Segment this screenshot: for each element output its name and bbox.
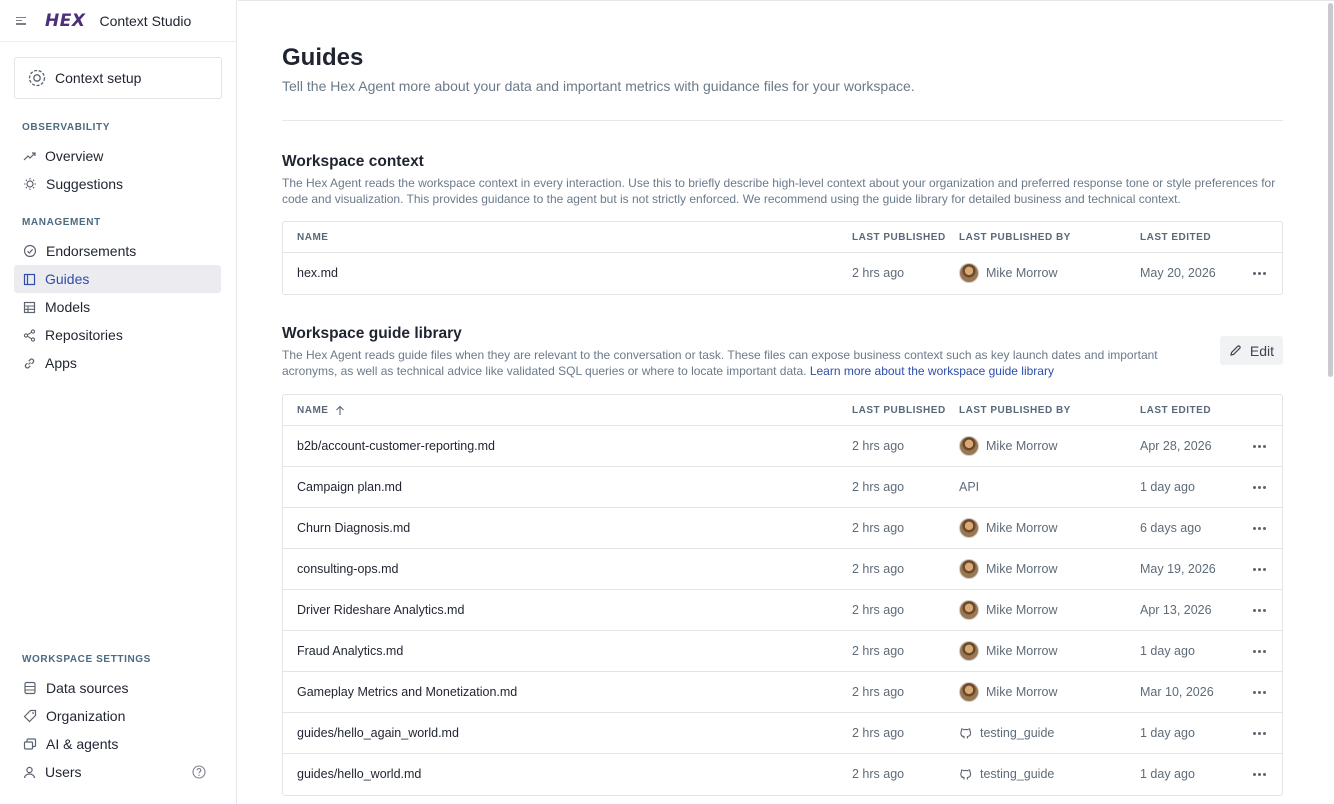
last-published: 2 hrs ago xyxy=(852,266,905,280)
main-content xyxy=(238,0,1334,804)
last-edited: May 19, 2026 xyxy=(1140,562,1216,576)
database-icon xyxy=(23,681,37,695)
column-header-last-published-by[interactable]: LAST PUBLISHED BY xyxy=(959,404,1071,416)
table-row[interactable] xyxy=(283,549,1282,590)
tag-icon xyxy=(23,709,37,723)
avatar xyxy=(959,641,979,661)
arrow-up-icon xyxy=(335,405,345,416)
sidebar-item-label: Overview xyxy=(45,148,104,164)
published-by-name: testing_guide xyxy=(980,726,1055,740)
published-by-name: testing_guide xyxy=(980,767,1055,781)
file-name[interactable]: b2b/account-customer-reporting.md xyxy=(297,439,496,453)
published-by xyxy=(959,508,1058,548)
guide-library-title: Workspace guide library xyxy=(282,325,462,342)
column-header-name[interactable] xyxy=(297,405,345,416)
more-options-icon[interactable] xyxy=(1253,253,1266,293)
scrollbar[interactable] xyxy=(1326,1,1334,804)
section-label-observability: OBSERVABILITY xyxy=(22,122,110,133)
published-by-name: Mike Morrow xyxy=(986,603,1058,617)
published-by-name: Mike Morrow xyxy=(986,685,1058,699)
published-by xyxy=(959,253,1058,293)
file-name[interactable]: guides/hello_world.md xyxy=(297,767,422,781)
section-label-management: MANAGEMENT xyxy=(22,217,101,228)
table-header xyxy=(283,222,1282,253)
table-row[interactable] xyxy=(283,754,1282,795)
column-header-name[interactable]: NAME xyxy=(297,231,329,243)
divider xyxy=(282,120,1283,121)
link-icon xyxy=(23,357,36,370)
table-row[interactable] xyxy=(283,467,1282,508)
workspace-context-description: The Hex Agent reads the workspace context in every interaction. Use this to briefly describe high-level context about your organization and preferred response tone or style preferences for code and visualization. This provides guidance to the agent but is not strictly enforced. We recommend using the guide library for detailed business and technical context. xyxy=(282,176,1276,206)
column-header-name-label: NAME xyxy=(297,404,329,416)
file-name[interactable]: Churn Diagnosis.md xyxy=(297,521,411,535)
sidebar xyxy=(0,0,237,804)
column-header-last-edited[interactable]: LAST EDITED xyxy=(1140,231,1212,243)
workspace-context-title: Workspace context xyxy=(282,153,424,170)
check-badge-icon xyxy=(23,244,37,258)
table-icon xyxy=(23,301,36,314)
table-row[interactable] xyxy=(283,253,1282,294)
edit-button[interactable] xyxy=(1220,336,1283,365)
sidebar-item-label: Models xyxy=(45,299,91,315)
table-row[interactable] xyxy=(283,631,1282,672)
page-subtitle: Tell the Hex Agent more about your data and important metrics with guidance files for your workspace. xyxy=(282,78,915,94)
sidebar-item-label: Organization xyxy=(46,708,126,724)
published-by xyxy=(959,590,1058,630)
guide-rows xyxy=(283,426,1282,795)
last-edited: Apr 13, 2026 xyxy=(1140,603,1212,617)
more-options-icon[interactable] xyxy=(1253,508,1266,548)
published-by xyxy=(959,467,979,507)
published-by-name: Mike Morrow xyxy=(986,521,1058,535)
published-by xyxy=(959,426,1058,466)
lightbulb-icon xyxy=(23,177,37,191)
sidebar-item-label: Data sources xyxy=(46,680,129,696)
last-published: 2 hrs ago xyxy=(852,521,905,535)
branch-icon xyxy=(23,329,36,342)
stack-icon xyxy=(23,737,37,751)
avatar xyxy=(959,682,979,702)
edit-label: Edit xyxy=(1249,342,1274,359)
last-edited: 1 day ago xyxy=(1140,480,1195,494)
published-by-name: Mike Morrow xyxy=(986,644,1058,658)
column-header-last-published[interactable]: LAST PUBLISHED xyxy=(852,231,946,243)
sidebar-item-apps[interactable] xyxy=(14,349,221,377)
file-name[interactable]: Driver Rideshare Analytics.md xyxy=(297,603,465,617)
sidebar-item-label: Guides xyxy=(45,271,90,287)
github-icon xyxy=(959,726,973,740)
sidebar-item-label: Endorsements xyxy=(46,243,137,259)
published-by xyxy=(959,631,1058,671)
more-options-icon[interactable] xyxy=(1253,549,1266,589)
last-edited: 1 day ago xyxy=(1140,726,1195,740)
table-row[interactable] xyxy=(283,426,1282,467)
section-label-workspace-settings: WORKSPACE SETTINGS xyxy=(22,654,151,665)
avatar xyxy=(959,263,979,283)
book-icon xyxy=(23,273,36,286)
guide-library-description xyxy=(282,348,1172,379)
column-header-last-edited[interactable]: LAST EDITED xyxy=(1140,404,1212,416)
more-options-icon[interactable] xyxy=(1253,631,1266,671)
help-icon[interactable] xyxy=(192,765,206,779)
sidebar-item-users[interactable] xyxy=(14,758,221,786)
file-name[interactable]: Campaign plan.md xyxy=(297,480,402,494)
scrollbar-thumb[interactable] xyxy=(1328,3,1333,377)
more-options-icon[interactable] xyxy=(1253,590,1266,630)
sidebar-item-overview[interactable] xyxy=(14,142,221,170)
column-header-last-published-by[interactable]: LAST PUBLISHED BY xyxy=(959,231,1071,243)
last-edited: 1 day ago xyxy=(1140,644,1195,658)
sidebar-item-suggestions[interactable] xyxy=(14,170,221,198)
guide-library-table xyxy=(282,394,1283,796)
more-options-icon[interactable] xyxy=(1253,713,1266,753)
sidebar-item-label: Apps xyxy=(45,355,77,371)
sidebar-item-label: Suggestions xyxy=(46,176,124,192)
pencil-icon xyxy=(1229,344,1242,357)
sidebar-item-data-sources[interactable] xyxy=(14,674,221,702)
published-by xyxy=(959,549,1058,589)
more-options-icon[interactable] xyxy=(1253,672,1266,712)
app-title: Context Studio xyxy=(99,12,192,29)
column-header-last-published[interactable]: LAST PUBLISHED xyxy=(852,404,946,416)
published-by-name: API xyxy=(959,480,980,494)
context-setup-label: Context setup xyxy=(55,70,142,86)
sidebar-item-endorsements[interactable] xyxy=(14,237,221,265)
file-name[interactable]: Fraud Analytics.md xyxy=(297,644,404,658)
published-by xyxy=(959,713,1054,753)
last-published: 2 hrs ago xyxy=(852,644,905,658)
published-by xyxy=(959,672,1058,712)
file-name[interactable]: Gameplay Metrics and Monetization.md xyxy=(297,685,518,699)
workspace-context-table xyxy=(282,221,1283,295)
gear-icon xyxy=(27,68,47,88)
avatar xyxy=(959,559,979,579)
published-by-name: Mike Morrow xyxy=(986,562,1058,576)
page-title: Guides xyxy=(282,44,364,71)
table-row[interactable] xyxy=(283,672,1282,713)
sidebar-item-repositories[interactable] xyxy=(14,321,221,349)
table-row[interactable] xyxy=(283,713,1282,754)
last-published: 2 hrs ago xyxy=(852,562,905,576)
avatar xyxy=(959,518,979,538)
context-setup-button[interactable] xyxy=(14,57,222,99)
last-edited: 1 day ago xyxy=(1140,767,1195,781)
avatar xyxy=(959,600,979,620)
published-by-name: Mike Morrow xyxy=(986,266,1058,280)
last-published: 2 hrs ago xyxy=(852,767,905,781)
learn-more-link[interactable]: Learn more about the workspace guide library xyxy=(809,363,1054,378)
sidebar-item-ai-agents[interactable] xyxy=(14,730,221,758)
more-options-icon[interactable] xyxy=(1253,426,1266,466)
last-published: 2 hrs ago xyxy=(852,726,905,740)
more-options-icon[interactable] xyxy=(1253,467,1266,507)
sidebar-item-label: Users xyxy=(45,764,82,780)
file-name[interactable]: guides/hello_again_world.md xyxy=(297,726,459,740)
published-by xyxy=(959,754,1054,794)
user-icon xyxy=(23,766,36,779)
menu-icon[interactable] xyxy=(16,15,28,27)
last-published: 2 hrs ago xyxy=(852,685,905,699)
last-edited: May 20, 2026 xyxy=(1140,266,1216,280)
published-by-name: Mike Morrow xyxy=(986,439,1058,453)
table-header xyxy=(283,395,1282,426)
last-edited: 6 days ago xyxy=(1140,521,1202,535)
sidebar-item-guides[interactable] xyxy=(14,265,221,293)
sidebar-item-organization[interactable] xyxy=(14,702,221,730)
last-published: 2 hrs ago xyxy=(852,480,905,494)
table-row[interactable] xyxy=(283,590,1282,631)
table-row[interactable] xyxy=(283,508,1282,549)
trend-icon xyxy=(23,150,36,163)
sidebar-header xyxy=(0,0,236,42)
more-options-icon[interactable] xyxy=(1253,754,1266,794)
guide-library-description-text: The Hex Agent reads guide files when they are relevant to the conversation or task. These files can expose business context such as key launch dates and important acronyms, as well as technical advice like validated SQL queries or where to locate important data. xyxy=(282,348,1158,378)
last-edited: Apr 28, 2026 xyxy=(1140,439,1212,453)
last-published: 2 hrs ago xyxy=(852,603,905,617)
file-name[interactable]: consulting-ops.md xyxy=(297,562,399,576)
file-name[interactable]: hex.md xyxy=(297,266,338,280)
sidebar-item-label: AI & agents xyxy=(46,736,119,752)
avatar xyxy=(959,436,979,456)
github-icon xyxy=(959,767,973,781)
last-published: 2 hrs ago xyxy=(852,439,905,453)
sidebar-item-models[interactable] xyxy=(14,293,221,321)
hex-logo[interactable]: HEX xyxy=(45,10,86,31)
last-edited: Mar 10, 2026 xyxy=(1140,685,1214,699)
sidebar-item-label: Repositories xyxy=(45,327,123,343)
